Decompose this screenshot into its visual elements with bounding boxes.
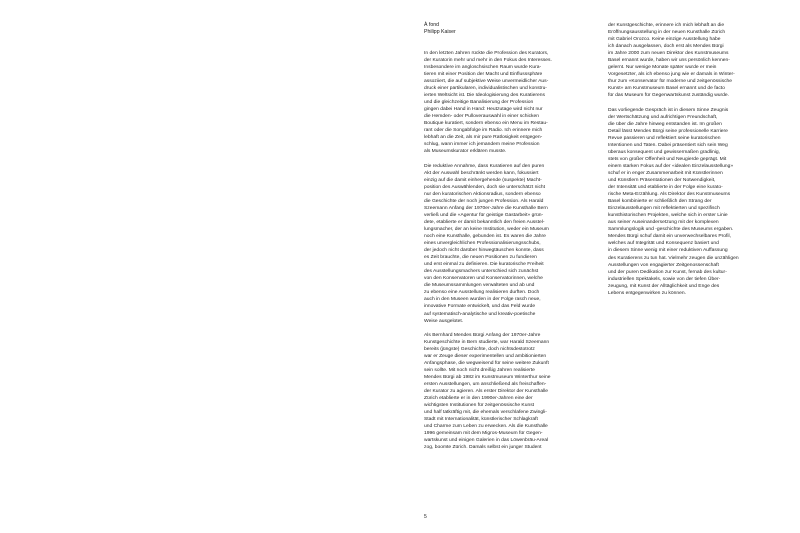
body-paragraph: der Kunstgeschichte, erinnere ich mich lebhaft an die Eröffnungsausstellung in der neuen Kunsthalle Zürich mit Gabriel Orozco. Keine einzige Ausstellung habe ich danach ausgelassen, doch erst als Mendes Bürgi im Jahre 2000 zum neuen Direktor des Kunstmuseums Basel ernannt wurde, haben wir uns persönlich kennen- gelernt. Nur wenige Monate später wurde er mein Vorgesetzter, als ich ebenso jung wie er damals in Winter- thur zum «Konservator für moderne und zeitgenössische Kunst» am Kunstmuseum Basel ernannt und de facto für das Museum für Gegenwartskunst zuständig wurde. — [608, 23, 735, 99]
left-text-column — [424, 22, 604, 458]
page-number: 5 — [424, 514, 427, 520]
body-paragraph: In den letzten Jahren rückte die Profession des Kurators, der Kuratorin mehr und mehr in den Fokus des Interesses. Insbesondere im angloschsischen Raum wurde Kura- tieren mit einer Position der Macht und Einflusssphäre assoziiert, die auf subjektive Weise unvermeidlicher Aus- druck einer partikularen, individualistischen und konstru- ierten Weltsicht ist. Die Ideologisierung des Kuratierens und die gleichzeitige Banalisierung der Profession gingen dabei Hand in Hand: Heutzutage wird nicht nur die Hemden- oder Pulloverauswahl in einer schicken Boutique kuratiert, sondern ebenso ein Menu im Restau- rant oder die Songabfolge im Radio. Ich erinnere mich lebhaft an die Zeit, als mir pure Ratlosigkeit entgegen- schlug, wann immer ich jemandem meine Profession als Museumskurator erklären musste. — [424, 50, 552, 155]
section-label: À fond — [424, 22, 439, 28]
body-paragraph: Das vorliegende Gespräch ist in diesem Sinne Zeugnis der Wertschätzung und aufrichtigen Freundschaft, die über die Jahre hinweg entstanden ist. Im großen Detail lässt Mendes Bürgi seine professionelle Karriere Revue passieren und reflektiert seine kuratorischen Intentionen und Taten. Dabei präsentiert sich sein Weg überaus konsequent und gewissermaßen gradlinig, stets von großer Offenheit und Neugierde geprägt. Mit einem starken Fokus auf der «idealen Einzelausstellung» schuf er in enger Zusammenarbeit mit Künstlerinnen und Künstlern Präsentationen der Notwendigkeit, der Intensität und etablierte in der Folge eine kurato- rische Meta-Erzählung. Als Direktor des Kunstmuseums Basel kombinierte er schließlich den Strang der Einzelausstellungen mit reflektierten und spezifisch kunsthistorischen Projekten, welche sich in erster Linie aus seiner Auseinandersetzung mit der komplexen Sammlungslogik und -geschichte des Museums ergaben. Mendes Bürgi schuf damit ein unverwechselbares Profil, welches auf Integrität und Konsequenz basiert und in diesem Sinne wenig mit einer reduktiven Auffassung des Kuratierens zu tun hat. Vielmehr zeugen die unzähligen Ausstellungen von engagierter Zeitgenossenschaft und der puren Dedikation zur Kunst, fernab des kultur- industriellen Spektakels, sowie von der tiefen Über- zeugung, mit Kunst der Alltäglichkeit und Enge des Lebens entgegenwirken zu können. — [608, 107, 739, 296]
article-header — [424, 22, 604, 37]
body-paragraph: Die reduktive Annahme, dass Kuratieren auf den puren Akt der Auswahl beschränkt werden kann, fokussiert einzig auf die damit einhergehende (suspekte) Macht- position des Auswählenden, doch sie unterschätzt nicht nur den kuratorischen Aktionsradius, sondern ebenso die Geschichte der noch jungen Profession. Als Harald Szeemann Anfang der 1970er-Jahre die Kunsthalle Bern verließ und die «Agentur für geistige Gastarbeit» grün- dete, etablierte er damit bekanntlich den freien Ausstel- lungsmacher, der an keine Institution, weder ein Museum noch eine Kunsthalle, gebunden ist. Es waren die Jahre eines unvergleichlichen Professionalisierungsschubs, der jedoch nicht darüber hinwegtäuschen konnte, dass es Zeit brauchte, die neuen Positionen zu fundieren und erst einmal zu definieren. Die kuratorische Freiheit des Ausstellungsmachers unterschied sich zunächst von den Konservatoren und Konservatorinnen, welche die Museumssammlungen verwalteten und ab und zu ebenso eine Ausstellung realisieren durften. Doch auch in den Museen wurden in der Folge rasch neue, innovative Formate entwickelt, und das Feld wurde auf systematisch-analytische und kreativ-poetische Weise ausgelotet. — [424, 163, 549, 324]
body-paragraph: Als Bernhard Mendes Bürgi Anfang der 1970er-Jahre Kunstgeschichte in Bern studierte, war Harald Szeemann bereits (jüngste) Geschichte, doch nichtsdestotrotz war er Zeuge dieser experimentellen und ambitionierten Anfangsphase, die wegweisend für seine weitere Zukunft sein sollte. Mit noch nicht dreißig Jahren realisierte Mendes Bürgi ab 1982 im Kunstmuseum Winterthur seine ersten Ausstellungen, um anschließend als freischaffen- der Kurator zu agieren. Als erster Direktor der Kunsthalle Zürich etablierte er in den 1990er-Jahren eine der wichtigsten Institutionen für zeitgenössische Kunst und half tatkräftig mit, die ehemals verschlafene Zwingli- Stadt mit Internationalität, künstlerischer Schlagkraft und Charme zum Leben zu erwecken. Als die Kunsthalle 1996 gemeinsam mit dem Migros-Museum für Gegen- wartskunst und einigen Galerien in das Löwenbräu-Areal zog, boomte Zürich. Damals selbst ein junger Student — [424, 332, 551, 451]
right-text-column — [608, 22, 788, 304]
author-name: Philipp Kaiser — [424, 29, 456, 36]
